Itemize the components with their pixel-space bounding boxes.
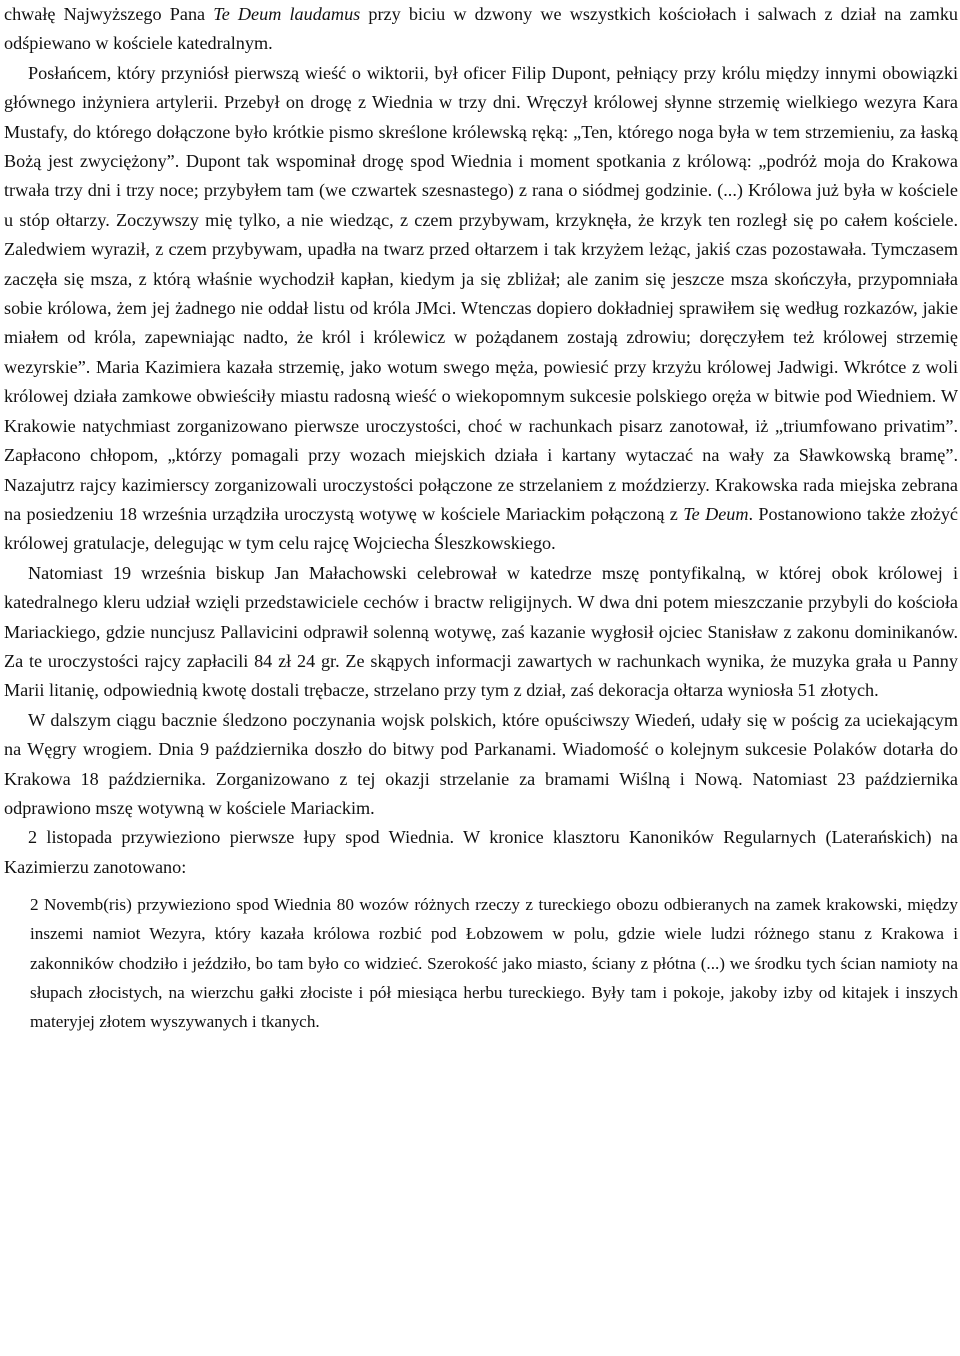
text-run: Natomiast 19 września biskup Jan Małachowski celebrował w katedrze mszę pontyfikalną, w której obok królowej i katedralnego kleru udział wzięli przedstawiciele cechów i bractw religijnych. W dwa dni potem mieszczanie przybyli do kościoła Mariackiego, gdzie nuncjusz Pallavicini odprawił solenną wotywę, zaś kazanie wygłosił ojciec Stanisław z zakonu dominikanów. Za te uroczystości rajcy zapłacili 84 zł 24 gr. Ze skąpych informacji zawartych w rachunkach wynika, że muzyka grała u Panny Marii litanię, odpowiednią kwotę dostali trębacze, strzelano przy tym z dział, zaś dekoracja ołtarza wyniosła 51 złotych. [4,562,958,701]
quote-text: 2 Novemb(ris) przywieziono spod Wiednia 80 wozów różnych rzeczy z tureckiego obozu odbieranych na zamek krakowski, między inszemi namiot Wezyra, który kazała królowa rozbić pod Łobzowem w polu, gdzie wiele ludzi różnego stanu z Krakowa i zakonników chodziło i jeździło, bo tam było co widzieć. Szerokość jako miasto, ściany z płótna (...) we środku tych ścian namioty na słupach złocistych, na wierzchu gałki złociste i pół miesiąca herbu tureckiego. Były tam i pokoje, jakoby izby od kitajek i inszych materyjej złotem wyszywanych i tkanych. [30,895,958,1031]
paragraph [4,823,958,882]
body-text [4,0,958,882]
text-run: 2 listopada przywieziono pierwsze łupy spod Wiednia. W kronice klasztoru Kanoników Regularnych (Laterańskich) na Kazimierzu zanotowano: [4,827,958,877]
italic-run: Te Deum [683,503,749,524]
text-run: W dalszym ciągu bacznie śledzono poczynania wojsk polskich, które opuściwszy Wiedeń, udały się w pościg za uciekającym na Węgry wrogiem. Dnia 9 października doszło do bitwy pod Parkanami. Wiadomość o kolejnym sukcesie Polaków dotarła do Krakowa 18 października. Zorganizowano z tej okazji strzelanie za bramami Wiślną i Nową. Natomiast 23 października odprawiono mszę wotywną w kościele Mariackim. [4,709,958,818]
text-run: Posłańcem, który przyniósł pierwszą wieść o wiktorii, był oficer Filip Dupont, pełniący przy królu między innymi obowiązki głównego inżyniera artylerii. Przebył on drogę z Wiednia w trzy dni. Wręczył królowej słynne strzemię wielkiego wezyra Kara Mustafy, do którego dołączone było krótkie pismo skreślone królewską ręką: „Ten, którego noga była w tem strzemieniu, za łaską Bożą jest zwyciężony”. Dupont tak wspominał drogę spod Wiednia i moment spotkania z królową: „podróż moja do Krakowa trwała trzy dni i trzy noce; przybyłem tam (we czwartek szesnastego) z rana o siódmej godzinie. (...) Królowa już była w kościele u stóp ołtarzy. Zoczywszy mię tylko, a nie wiedząc, z czem przybywam, krzyknęła, że krzyk ten rozległ się po całem kościele. Zaledwiem wyraził, z czem przybywam, upadła na twarz przed ołtarzem i tak krzyżem leżąc, jakiś czas pozostawała. Tymczasem zaczęła się msza, z którą właśnie wychodził kapłan, kiedym ja się zbliżał; ale zanim się jeszcze msza skończyła, przypomniała sobie królowa, żem jej żadnego nie oddał listu od króla JMci. Wtenczas dopiero dokładniej sprawiłem się według rozkazów, jakie miałem od króla, zapewniając nadto, że król i królewicz w pożądanem zostają zdrowiu; doręczyłem też królowej strzemię wezyrskie”. Maria Kazimiera kazała strzemię, jako wotum swego męża, powiesić przy krzyżu królowej Jadwigi. Wkrótce z woli królowej działa zamkowe obwieściły miastu radosną wieść o wiekopomnym sukcesie polskiego oręża w bitwie pod Wiedniem. W Krakowie natychmiast zorganizowano pierwsze uroczystości, choć w rachunkach pisarz zanotował, iż „triumfowano privatim”. Zapłacono chłopom, „którzy pomagali przy wozach miejskich działa i kartany wytaczać na wały za Sławkowską bramę”. Nazajutrz rajcy kazimierscy zorganizowali uroczystości połączone ze strzelaniem z moździerzy. Krakowska rada miejska zebrana na posiedzeniu 18 września urządziła uroczystą wotywę w kościele Mariackim połączoną z [4,62,958,524]
paragraph [4,706,958,824]
text-run: . Postanowiono także złożyć królowej gratulacje, delegując w tym celu rajcę Wojciecha Śleszkowskiego. [4,503,958,554]
text-run: chwałę Najwyższego Pana [4,4,214,24]
paragraph [4,59,958,559]
text-run: przy biciu w dzwony we wszystkich kościołach i salwach z dział na zamku odśpiewano w kościele katedralnym. [4,4,959,54]
paragraph [4,559,958,706]
paragraph [4,0,958,59]
italic-run: Te Deum laudamus [213,4,361,24]
block-quote [30,890,958,1036]
